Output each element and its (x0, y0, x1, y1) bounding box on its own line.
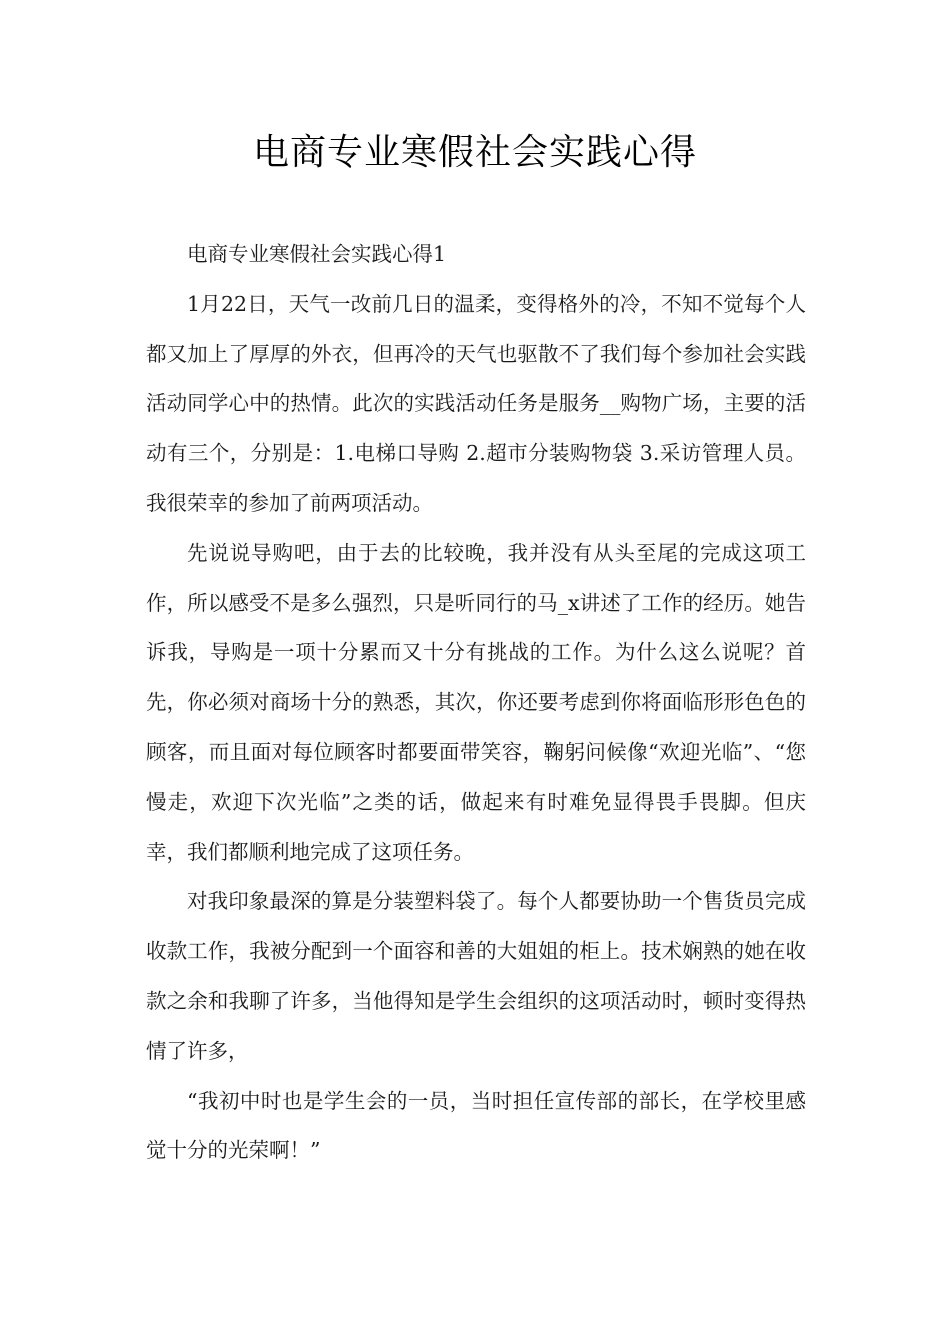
body-paragraph: 1月22日，天气一改前几日的温柔，变得格外的冷，不知不觉每个人都又加上了厚厚的外衣，但再冷的天气也驱散不了我们每个参加社会实践活动同学心中的热情。此次的实践活动任务是服务__购物广场，主要的活动有三个，分别是：1.电梯口导购 2.超市分装购物袋 3.采访管理人员。我很荣幸的参加了前两项活动。 (146, 291, 806, 515)
document-title: 电商专业寒假社会实践心得 (252, 132, 697, 173)
body-paragraph: “我初中时也是学生会的一员，当时担任宣传部的部长，在学校里感觉十分的光荣啊！” (146, 1088, 806, 1163)
subtitle-paragraph: 电商专业寒假社会实践心得1 (187, 242, 447, 266)
body-paragraph: 先说说导购吧，由于去的比较晚，我并没有从头至尾的完成这项工作，所以感受不是多么强烈，只是听同行的马_x讲述了工作的经历。她告诉我，导购是一项十分累而又十分有挑战的工作。为什么这么说呢？首先，你必须对商场十分的熟悉，其次，你还要考虑到你将面临形形色色的顾客，而且面对每位顾客时都要面带笑容，鞠躬问候像“欢迎光临”、“您慢走，欢迎下次光临”之类的话，做起来有时难免显得畏手畏脚。但庆幸，我们都顺利地完成了这项任务。 (146, 540, 806, 864)
document-body (146, 230, 806, 1176)
body-paragraph: 对我印象最深的算是分装塑料袋了。每个人都要协助一个售货员完成收款工作，我被分配到一个面容和善的大姐姐的柜上。技术娴熟的她在收款之余和我聊了许多，当他得知是学生会组织的这项活动时，顿时变得热情了许多， (146, 889, 806, 1063)
